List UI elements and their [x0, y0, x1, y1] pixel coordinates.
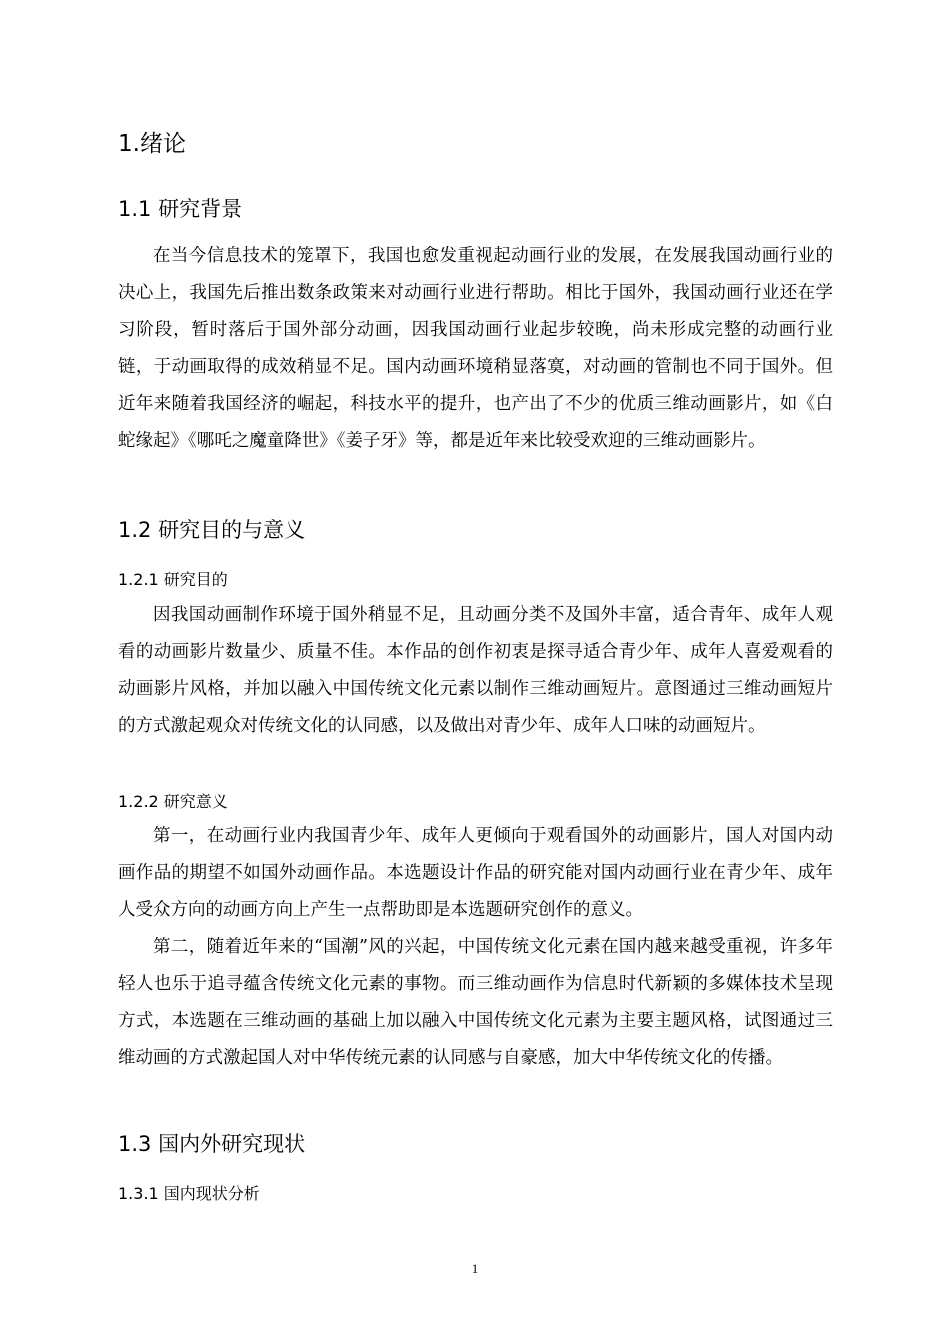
section-1-2-heading: 1.2 研究目的与意义 [118, 518, 306, 542]
section-1-3-heading: 1.3 国内外研究现状 [118, 1132, 306, 1156]
section-1-3-1-heading: 1.3.1 国内现状分析 [118, 1184, 260, 1203]
section-1-1-paragraph: 在当今信息技术的笼罩下，我国也愈发重视起动画行业的发展，在发展我国动画行业的决心上，我国先后推出数条政策来对动画行业进行帮助。相比于国外，我国动画行业还在学习阶段，暂时落后于国外部分动画，因我国动画行业起步较晚，尚未形成完整的动画行业链，于动画取得的成效稍显不足。国内动画环境稍显落寞，对动画的管制也不同于国外。但近年来随着我国经济的崛起，科技水平的提升，也产出了不少的优质三维动画影片，如《白蛇缘起》《哪吒之魔童降世》《姜子牙》等，都是近年来比较受欢迎的三维动画影片。 [118, 246, 833, 451]
section-1-2-2-paragraph-2: 第二，随着近年来的“国潮”风的兴起，中国传统文化元素在国内越来越受重视，许多年轻人也乐于追寻蕴含传统文化元素的事物。而三维动画作为信息时代新颖的多媒体技术呈现方式，本选题在三维动画的基础上加以融入中国传统文化元素为主要主题风格，试图通过三维动画的方式激起国人对中华传统元素的认同感与自豪感，加大中华传统文化的传播。 [118, 937, 833, 1068]
section-1-2-2-paragraph-1: 第一，在动画行业内我国青少年、成年人更倾向于观看国外的动画影片，国人对国内动画作品的期望不如国外动画作品。本选题设计作品的研究能对国内动画行业在青少年、成年人受众方向的动画方向上产生一点帮助即是本选题研究创作的意义。 [118, 826, 833, 920]
section-1-2-1-heading: 1.2.1 研究目的 [118, 570, 228, 589]
section-1-2-1-paragraph: 因我国动画制作环境于国外稍显不足，且动画分类不及国外丰富，适合青年、成年人观看的动画影片数量少、质量不佳。本作品的创作初衷是探寻适合青少年、成年人喜爱观看的动画影片风格，并加以融入中国传统文化元素以制作三维动画短片。意图通过三维动画短片的方式激起观众对传统文化的认同感，以及做出对青少年、成年人口味的动画短片。 [118, 605, 833, 736]
page-number: 1 [471, 1261, 479, 1276]
chapter-title: 1.绪论 [118, 131, 186, 157]
section-1-1-heading: 1.1 研究背景 [118, 197, 243, 221]
section-1-2-2-heading: 1.2.2 研究意义 [118, 792, 228, 811]
